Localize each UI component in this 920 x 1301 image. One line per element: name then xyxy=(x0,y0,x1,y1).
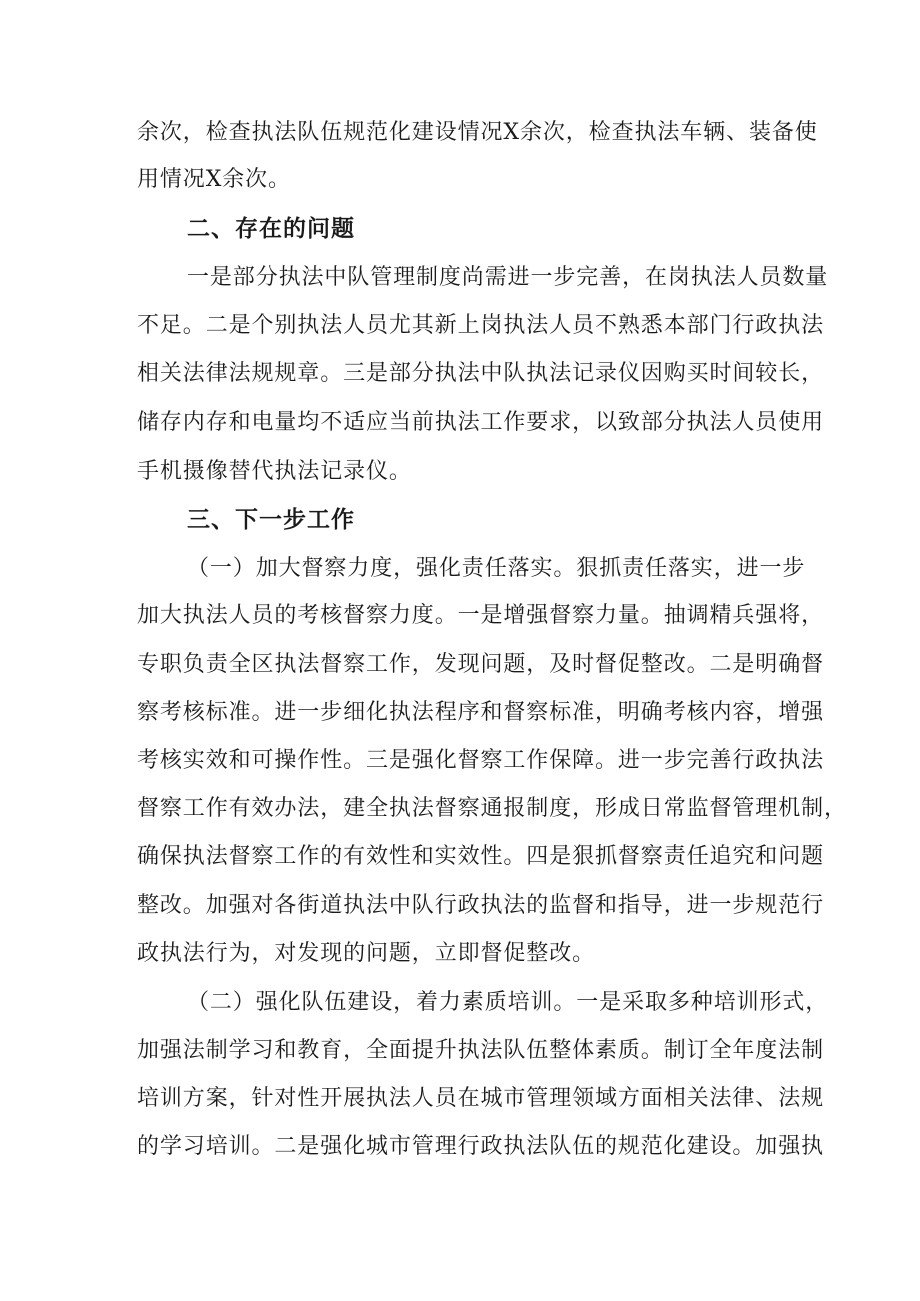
body-text-line: （一）加大督察力度，强化责任落实。狠抓责任落实，进一步 xyxy=(187,556,806,581)
body-text-line: 一是部分执法中队管理制度尚需进一步完善，在岗执法人员数量 xyxy=(187,265,829,290)
section-heading: 三、下一步工作 xyxy=(187,507,355,533)
body-text-line: 用情况X余次。 xyxy=(137,167,291,192)
body-text-line: 督察工作有效办法，建全执法督察通报制度，形成日常监督管理机制， xyxy=(137,796,847,821)
body-text-line: 政执法行为，对发现的问题，立即督促整改。 xyxy=(137,941,596,966)
body-text-line: 专职负责全区执法督察工作，发现问题，及时督促整改。二是明确督 xyxy=(137,652,825,677)
body-text-line: 察考核标准。进一步细化执法程序和督察标准，明确考核内容，增强 xyxy=(137,700,825,725)
body-text-line: 培训方案，针对性开展执法人员在城市管理领域方面相关法律、法规 xyxy=(137,1086,825,1111)
body-text-line: 不足。二是个别执法人员尤其新上岗执法人员不熟悉本部门行政执法 xyxy=(137,313,825,338)
body-text-line: （二）强化队伍建设，着力素质培训。一是采取多种培训形式， xyxy=(187,990,829,1015)
body-text-line: 相关法律法规规章。三是部分执法中队执法记录仪因购买时间较长， xyxy=(137,361,825,386)
body-text-line: 手机摄像替代执法记录仪。 xyxy=(137,459,412,484)
body-text-line: 考核实效和可操作性。三是强化督察工作保障。进一步完善行政执法 xyxy=(137,748,825,773)
body-text-line: 余次，检查执法队伍规范化建设情况X余次，检查执法车辆、装备使 xyxy=(137,120,818,145)
body-text-line: 确保执法督察工作的有效性和实效性。四是狠抓督察责任追究和问题 xyxy=(137,844,825,869)
body-text-line: 的学习培训。二是强化城市管理行政执法队伍的规范化建设。加强执 xyxy=(137,1134,825,1159)
section-heading: 二、存在的问题 xyxy=(187,216,355,242)
body-text-line: 加大执法人员的考核督察力度。一是增强督察力量。抽调精兵强将， xyxy=(137,603,825,628)
body-text-line: 储存内存和电量均不适应当前执法工作要求，以致部分执法人员使用 xyxy=(137,410,825,435)
body-text-line: 加强法制学习和教育，全面提升执法队伍整体素质。制订全年度法制 xyxy=(137,1038,825,1063)
body-text-line: 整改。加强对各街道执法中队行政执法的监督和指导，进一步规范行 xyxy=(137,893,825,918)
